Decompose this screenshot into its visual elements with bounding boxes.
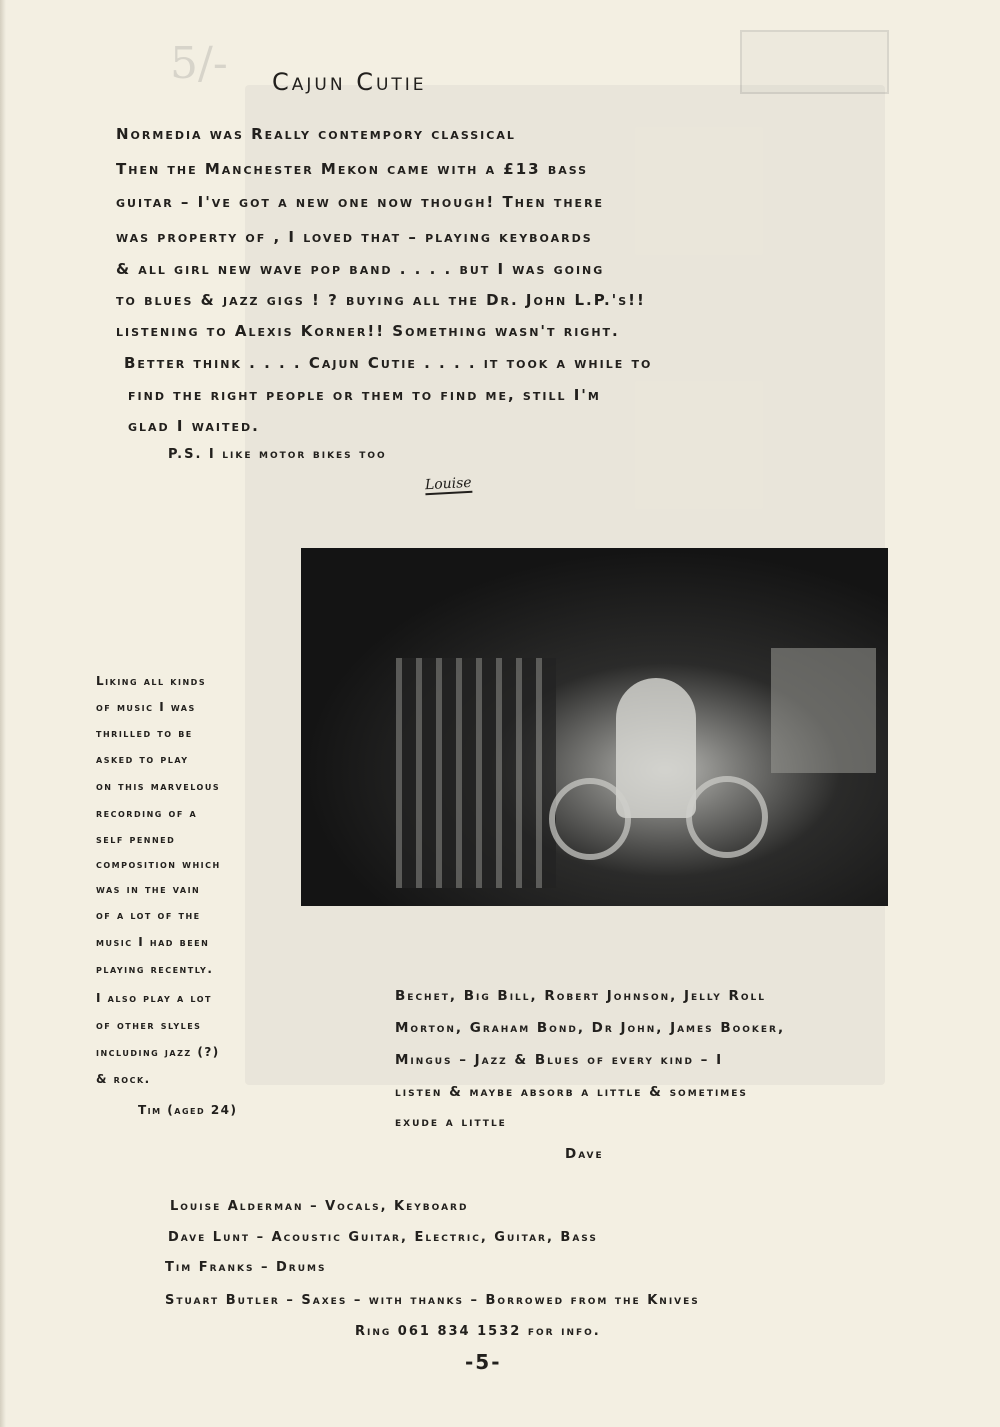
intro-line: listening to Alexis Korner!! Something wasn't right. <box>116 322 620 340</box>
intro-line: Then the Manchester Mekon came with a £13 bass <box>116 160 589 178</box>
intro-line: Better think . . . . Cajun Cutie . . . . it took a while to <box>124 354 653 372</box>
side-line: of a lot of the <box>96 908 201 922</box>
contact-line: Ring 061 834 1532 for info. <box>355 1324 601 1339</box>
intro-line: glad I waited. <box>128 417 260 435</box>
intro-line: Normedia was Really contempory classical <box>116 125 516 143</box>
side-line: self penned <box>96 832 176 846</box>
photo-rear-wheel <box>686 776 768 858</box>
side-line: recording of a <box>96 806 198 820</box>
photo-rider <box>616 678 696 818</box>
photo-fence <box>396 658 556 888</box>
intro-line: to blues & jazz gigs ! ? buying all the Dr. John L.P.'s!! <box>116 291 646 309</box>
intro-line: guitar – I've got a new one now though! Then there <box>116 193 605 211</box>
credit-line: Stuart Butler – Saxes – with thanks – Borrowed from the Knives <box>165 1293 700 1308</box>
influences-line: listen & maybe absorb a little & sometimes <box>395 1084 748 1100</box>
side-line: including jazz (?) <box>96 1045 220 1059</box>
postscript-line: P.S. I like motor bikes too <box>168 447 387 462</box>
side-line: Liking all kinds <box>96 674 207 688</box>
side-line: thrilled to be <box>96 726 193 740</box>
page-title: Cajun Cutie <box>272 68 427 96</box>
side-line: was in the vain <box>96 882 201 896</box>
intro-line: find the right people or them to find me, still I'm <box>128 386 601 404</box>
signature-dave: Dave <box>565 1146 604 1162</box>
influences-line: Morton, Graham Bond, Dr John, James Booker, <box>395 1020 786 1036</box>
binding-shadow <box>0 0 6 1427</box>
side-line: music I had been <box>96 935 210 949</box>
influences-line: Mingus – Jazz & Blues of every kind – I <box>395 1052 724 1068</box>
side-signature: Tim (aged 24) <box>138 1103 238 1117</box>
side-line: of music I was <box>96 700 196 714</box>
side-line: & rock. <box>96 1072 151 1086</box>
ghost-page-number: 5/- <box>170 38 228 89</box>
motorbike-photo <box>301 548 888 906</box>
show-through-tape <box>740 30 889 94</box>
intro-line: was property of , I loved that – playing keyboards <box>116 228 593 246</box>
side-line: of other slyles <box>96 1018 202 1032</box>
side-line: on this marvelous <box>96 779 221 793</box>
page-number: -5- <box>465 1350 502 1374</box>
influences-line: Bechet, Big Bill, Robert Johnson, Jelly Roll <box>395 988 766 1004</box>
side-line: asked to play <box>96 752 189 766</box>
credit-line: Louise Alderman – Vocals, Keyboard <box>170 1199 469 1214</box>
side-line: playing recently. <box>96 962 214 976</box>
side-line: composition which <box>96 857 221 871</box>
signature-louise: Louise <box>424 474 473 494</box>
photo-door <box>771 648 876 773</box>
credit-line: Dave Lunt – Acoustic Guitar, Electric, Guitar, Bass <box>168 1230 598 1245</box>
side-line: I also play a lot <box>96 991 212 1005</box>
intro-line: & all girl new wave pop band . . . . but I was going <box>116 260 605 278</box>
influences-line: exude a little <box>395 1114 507 1130</box>
photo-front-wheel <box>549 778 631 860</box>
credit-line: Tim Franks – Drums <box>165 1260 327 1275</box>
